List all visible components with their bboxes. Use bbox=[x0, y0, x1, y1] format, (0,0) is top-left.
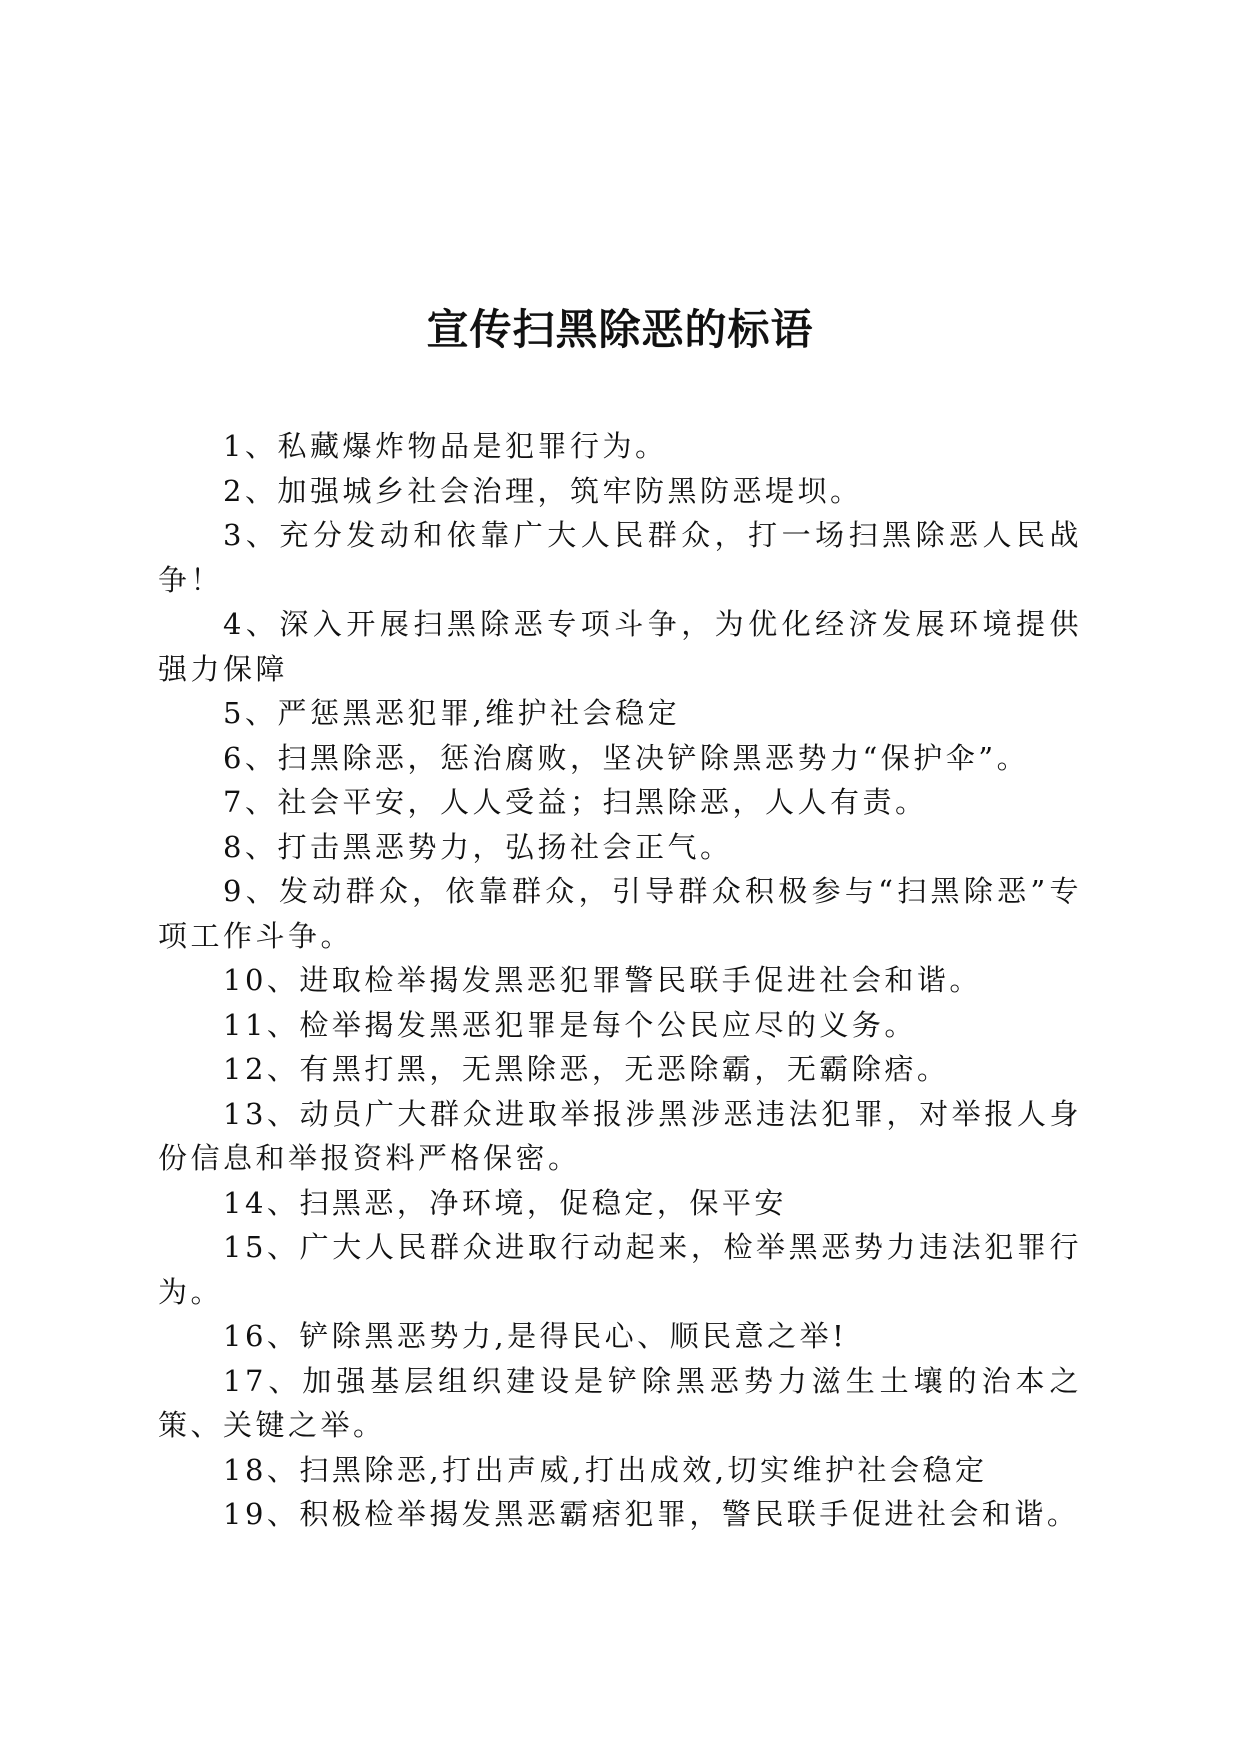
slogan-item: 4、深入开展扫黑除恶专项斗争，为优化经济发展环境提供强力保障 bbox=[158, 607, 1082, 686]
slogan-item: 6、扫黑除恶，惩治腐败，坚决铲除黑恶势力“保护伞”。 bbox=[223, 740, 1030, 775]
slogan-item: 18、扫黑除恶,打出声威,打出成效,切实维护社会稳定 bbox=[223, 1452, 988, 1487]
slogan-item: 10、进取检举揭发黑恶犯罪警民联手促进社会和谐。 bbox=[223, 963, 982, 997]
slogan-item: 14、扫黑恶，净环境，促稳定，保平安 bbox=[223, 1185, 787, 1220]
slogan-item: 1、私藏爆炸物品是犯罪行为。 bbox=[223, 429, 668, 463]
slogan-item: 19、积极检举揭发黑恶霸痞犯罪，警民联手促进社会和谐。 bbox=[223, 1497, 1080, 1531]
slogan-item: 7、社会平安，人人受益；扫黑除恶，人人有责。 bbox=[223, 785, 928, 819]
slogan-item: 12、有黑打黑，无黑除恶，无恶除霸，无霸除痞。 bbox=[223, 1052, 950, 1086]
slogan-list bbox=[158, 424, 1082, 1537]
document-title: 宣传扫黑除恶的标语 bbox=[426, 305, 814, 354]
slogan-item: 17、加强基层组织建设是铲除黑恶势力滋生土壤的治本之策、关键之举。 bbox=[158, 1363, 1082, 1442]
slogan-item: 15、广大人民群众进取行动起来，检举黑恶势力违法犯罪行为。 bbox=[158, 1230, 1082, 1309]
slogan-item: 13、动员广大群众进取举报涉黑涉恶违法犯罪，对举报人身份信息和举报资料严格保密。 bbox=[158, 1096, 1082, 1175]
slogan-item: 5、严惩黑恶犯罪,维护社会稳定 bbox=[223, 696, 681, 730]
slogan-item: 8、打击黑恶势力，弘扬社会正气。 bbox=[223, 829, 733, 864]
slogan-item: 9、发动群众，依靠群众，引导群众积极参与“扫黑除恶”专项工作斗争。 bbox=[158, 874, 1082, 953]
slogan-item: 3、充分发动和依靠广大人民群众，打一场扫黑除恶人民战争！ bbox=[158, 518, 1082, 597]
slogan-item: 11、检举揭发黑恶犯罪是每个公民应尽的义务。 bbox=[223, 1007, 917, 1042]
slogan-item: 2、加强城乡社会治理，筑牢防黑防恶堤坝。 bbox=[223, 473, 863, 508]
slogan-item: 16、铲除黑恶势力,是得民心、顺民意之举! bbox=[223, 1319, 848, 1353]
